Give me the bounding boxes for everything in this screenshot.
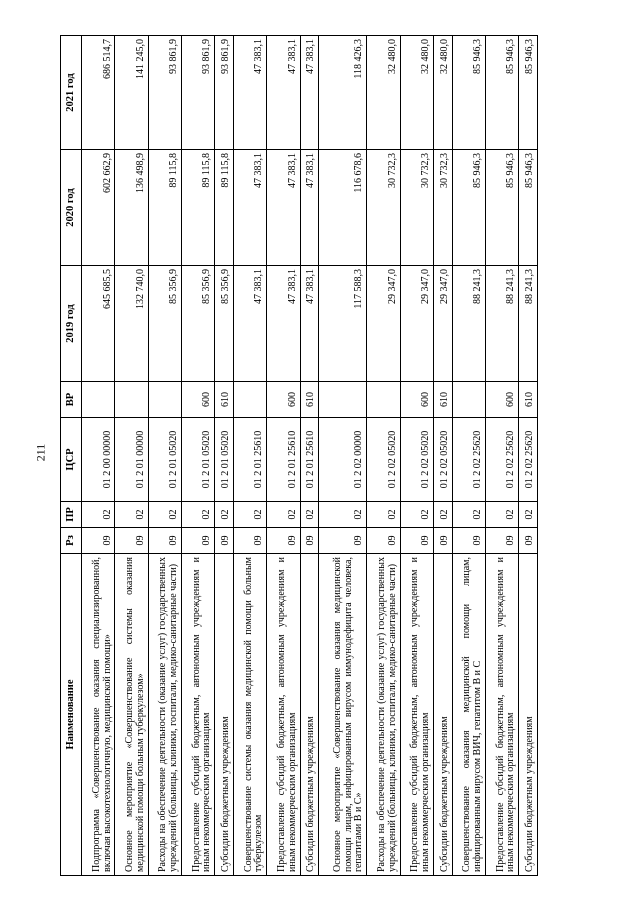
cell-name: Подпрограмма «Совершенствование оказания специализированной, включая высокотехнологичную, медицинской помощи» [82,554,115,876]
cell-vr: 600 [400,382,433,418]
table-row [367,36,400,876]
cell-rz: 09 [300,528,319,554]
cell-rz: 09 [433,528,452,554]
page-number-text: 211 [33,443,48,462]
cell-2019: 88 241,3 [519,266,538,382]
cell-csr: 01 2 02 00000 [319,418,367,502]
cell-2021: 93 861,9 [215,36,234,150]
cell-2021: 47 383,1 [267,36,300,150]
cell-pr: 02 [319,502,367,528]
cell-csr: 01 2 02 25620 [485,418,518,502]
cell-name: Совершенствование оказания медицинской помощи лицам, инфицированным вирусом ВИЧ, гепатитом В и С [452,554,485,876]
cell-2019: 85 356,9 [148,266,181,382]
table-header-row [61,36,82,876]
cell-name: Субсидии бюджетным учреждениям [215,554,234,876]
cell-vr [319,382,367,418]
cell-rz: 09 [215,528,234,554]
cell-2019: 29 347,0 [400,266,433,382]
cell-pr: 02 [82,502,115,528]
cell-vr [115,382,148,418]
table-row [433,36,452,876]
cell-2021: 118 426,3 [319,36,367,150]
cell-vr [233,382,266,418]
cell-2021: 32 480,0 [367,36,400,150]
cell-2019: 645 685,5 [82,266,115,382]
cell-rz: 09 [485,528,518,554]
cell-csr: 01 2 02 25620 [452,418,485,502]
cell-2020: 89 115,8 [148,150,181,266]
cell-vr [148,382,181,418]
header-rz: Рз [61,528,82,554]
cell-csr: 01 2 01 00000 [115,418,148,502]
cell-rz: 09 [400,528,433,554]
header-2019: 2019 год [61,266,82,382]
cell-name: Основное мероприятие «Совершенствование системы оказания медицинской помощи больным туберкулезом» [115,554,148,876]
cell-rz: 09 [452,528,485,554]
cell-name: Субсидии бюджетным учреждениям [433,554,452,876]
table-row [300,36,319,876]
table-body [82,36,538,876]
cell-rz: 09 [115,528,148,554]
cell-2019: 29 347,0 [433,266,452,382]
budget-table [60,35,538,876]
page-number [32,0,50,905]
table-row [233,36,266,876]
cell-rz: 09 [233,528,266,554]
cell-2021: 686 514,7 [82,36,115,150]
cell-2019: 47 383,1 [300,266,319,382]
cell-vr [82,382,115,418]
cell-2020: 47 383,1 [300,150,319,266]
cell-2019: 85 356,9 [181,266,214,382]
table-row [82,36,115,876]
cell-2019: 47 383,1 [267,266,300,382]
cell-rz: 09 [148,528,181,554]
table-row [519,36,538,876]
cell-csr: 01 2 02 05020 [433,418,452,502]
cell-2021: 93 861,9 [181,36,214,150]
cell-name: Субсидии бюджетным учреждениям [300,554,319,876]
cell-vr [452,382,485,418]
cell-2020: 30 732,3 [433,150,452,266]
table-row [400,36,433,876]
cell-csr: 01 2 00 00000 [82,418,115,502]
cell-2019: 88 241,3 [452,266,485,382]
cell-pr: 02 [115,502,148,528]
cell-vr: 600 [181,382,214,418]
cell-pr: 02 [233,502,266,528]
cell-2020: 89 115,8 [181,150,214,266]
table-row [148,36,181,876]
cell-2020: 602 662,9 [82,150,115,266]
cell-csr: 01 2 01 25610 [267,418,300,502]
table-row [215,36,234,876]
cell-2020: 30 732,3 [400,150,433,266]
cell-2021: 141 245,0 [115,36,148,150]
table-row [115,36,148,876]
cell-vr: 610 [215,382,234,418]
budget-table-area [60,36,538,876]
table-row [485,36,518,876]
cell-rz: 09 [319,528,367,554]
cell-name: Предоставление субсидий бюджетным, автономным учреждениям и иным некоммерческим организациям [181,554,214,876]
cell-vr: 600 [485,382,518,418]
cell-csr: 01 2 01 05020 [148,418,181,502]
cell-2020: 116 678,6 [319,150,367,266]
cell-2020: 47 383,1 [267,150,300,266]
cell-rz: 09 [181,528,214,554]
cell-2019: 47 383,1 [233,266,266,382]
cell-2019: 132 740,0 [115,266,148,382]
cell-vr: 610 [433,382,452,418]
header-2021: 2021 год [61,36,82,150]
cell-pr: 02 [215,502,234,528]
cell-pr: 02 [400,502,433,528]
cell-rz: 09 [367,528,400,554]
cell-2020: 136 498,9 [115,150,148,266]
cell-2019: 85 356,9 [215,266,234,382]
cell-csr: 01 2 01 25610 [233,418,266,502]
cell-csr: 01 2 01 05020 [181,418,214,502]
cell-2020: 85 946,3 [485,150,518,266]
header-name: Наименование [61,554,82,876]
header-vr: ВР [61,382,82,418]
cell-pr: 02 [181,502,214,528]
cell-rz: 09 [82,528,115,554]
cell-vr: 610 [519,382,538,418]
table-row [181,36,214,876]
cell-2021: 85 946,3 [519,36,538,150]
cell-pr: 02 [267,502,300,528]
cell-2020: 47 383,1 [233,150,266,266]
cell-pr: 02 [367,502,400,528]
cell-csr: 01 2 01 25610 [300,418,319,502]
cell-name: Предоставление субсидий бюджетным, автономным учреждениям и иным некоммерческим организациям [400,554,433,876]
cell-2021: 32 480,0 [400,36,433,150]
cell-2020: 85 946,3 [519,150,538,266]
header-pr: ПР [61,502,82,528]
cell-pr: 02 [452,502,485,528]
table-row [319,36,367,876]
cell-csr: 01 2 01 05020 [215,418,234,502]
cell-vr: 600 [267,382,300,418]
cell-csr: 01 2 02 25620 [519,418,538,502]
cell-rz: 09 [267,528,300,554]
cell-2021: 32 480,0 [433,36,452,150]
cell-2021: 47 383,1 [300,36,319,150]
table-row [267,36,300,876]
cell-vr: 610 [300,382,319,418]
cell-name: Совершенствование системы оказания медицинской помощи больным туберкулезом [233,554,266,876]
cell-2019: 29 347,0 [367,266,400,382]
cell-name: Субсидии бюджетным учреждениям [519,554,538,876]
cell-pr: 02 [148,502,181,528]
cell-2021: 85 946,3 [452,36,485,150]
cell-name: Расходы на обеспечение деятельности (оказание услуг) государственных учреждений (больницы, клиники, госпитали, медико-санитарные части) [148,554,181,876]
header-csr: ЦСР [61,418,82,502]
cell-pr: 02 [519,502,538,528]
cell-csr: 01 2 02 05020 [400,418,433,502]
table-row [452,36,485,876]
cell-2021: 47 383,1 [233,36,266,150]
cell-2020: 85 946,3 [452,150,485,266]
cell-name: Предоставление субсидий бюджетным, автономным учреждениям и иным некоммерческим организациям [267,554,300,876]
cell-name: Предоставление субсидий бюджетным, автономным учреждениям и иным некоммерческим организациям [485,554,518,876]
cell-pr: 02 [485,502,518,528]
cell-2021: 93 861,9 [148,36,181,150]
cell-2019: 117 588,3 [319,266,367,382]
cell-2020: 30 732,3 [367,150,400,266]
cell-2019: 88 241,3 [485,266,518,382]
cell-name: Расходы на обеспечение деятельности (оказание услуг) государственных учреждений (больницы, клиники, госпитали, медико-санитарные части) [367,554,400,876]
cell-2021: 85 946,3 [485,36,518,150]
cell-name: Основное мероприятие «Совершенствование оказания медицинской помощи лицам, инфицированным вирусом иммунодефицита человека, гепатитами В и С» [319,554,367,876]
cell-csr: 01 2 02 05020 [367,418,400,502]
cell-2020: 89 115,8 [215,150,234,266]
cell-vr [367,382,400,418]
header-2020: 2020 год [61,150,82,266]
cell-rz: 09 [519,528,538,554]
cell-pr: 02 [433,502,452,528]
budget-table-rotated [60,36,538,876]
cell-pr: 02 [300,502,319,528]
